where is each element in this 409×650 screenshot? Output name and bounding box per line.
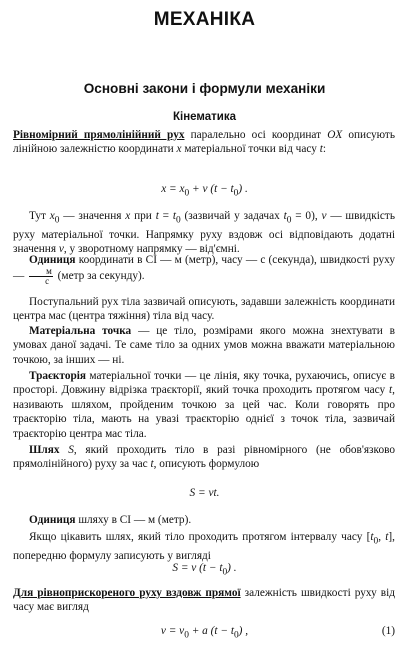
paragraph-translational-motion: Поступальний рух тіла зазвичай описують, задавши залежність координати центра мас (центра тяжіння) тіла від часу.	[13, 296, 395, 323]
formula-path-interval: S = v $(t - t_0)$ .	[172, 562, 237, 578]
paragraph-path-unit: Одиниця шляху в СІ — м (метр).	[29, 514, 192, 526]
term-uniform-motion: Рівномірний прямолінійний рух	[13, 129, 185, 141]
formula-path: S = vt.	[189, 487, 220, 499]
term-unit: Одиниця	[29, 254, 76, 266]
paragraph-interval: Якщо цікавить шлях, який тіло проходить протягом інтервалу часу [$t_0$, t], попередню формулу записують у вигляді	[13, 531, 395, 562]
paragraph-accelerated-motion: Для рівноприскореного руху вздовж прямої залежність швидкості руху від часу має вигляд	[13, 587, 395, 614]
formula-coordinate: $x = x_0 + v$ $(t - t_0)$ .	[161, 183, 248, 199]
term-trajectory: Траєкторія	[29, 370, 87, 382]
paragraph-notation: Тут $x_0$ — значення x при $t = t_0$ (зазвичай у задачах $t_0 = 0$), v — швидкість руху матеріальної точки. Напрямку руху вздовж осі відповідають додатні значення v, у зворотному напрямку — від'ємні.	[13, 210, 395, 256]
equation-number: (1)	[381, 625, 395, 637]
paragraph-trajectory: Траєкторія матеріальної точки — це лінія, яку точка, рухаючись, описує в просторі. Довжину відрізка траєкторії, який точка проходить протягом часу t, називають шляхом, пройденим точкою за цей час. Коли говорять про траєкторію тіла, мають на увазі траєкторію однієї з точок тіла, зазвичай траєкторію центра мас тіла.	[13, 370, 395, 440]
term-material-point: Матеріальна точка	[29, 325, 132, 337]
term-accelerated-motion: Для рівноприскореного руху вздовж прямої	[13, 587, 241, 599]
paragraph-uniform-motion: Рівномірний прямолінійний рух паралельно осі координат OX описують лінійною залежністю координати x матеріальної точки від часу t:	[13, 129, 395, 156]
paragraph-units: Одиниця координати в СІ — м (метр), часу — с (секунда), швидкості руху — $\frac{м}{с}$ (метр за секунду).	[13, 254, 395, 287]
term-unit-path: Одиниця	[29, 514, 76, 526]
term-path: Шлях	[29, 444, 60, 456]
section-title: Основні закони і формули механіки	[83, 81, 326, 96]
subsection-title: Кінематика	[172, 111, 236, 123]
paragraph-material-point: Матеріальна точка — це тіло, розмірами якого можна знехтувати в умовах даної задачі. Те саме тіло за одних умов можна вважати матеріальною точкою, за інших — ні.	[13, 325, 395, 366]
fraction-m-per-s: $\frac{м}{с}$	[29, 267, 53, 286]
paragraph-path: Шлях S, який проходить тіло в разі рівномірного (не обов'язково прямолінійного) руху за час t, описують формулою	[13, 444, 395, 471]
page-title: МЕХАНІКА	[153, 9, 256, 30]
formula-velocity: $v = v_0 + a$ $(t - t_0)$ ,	[160, 625, 249, 641]
